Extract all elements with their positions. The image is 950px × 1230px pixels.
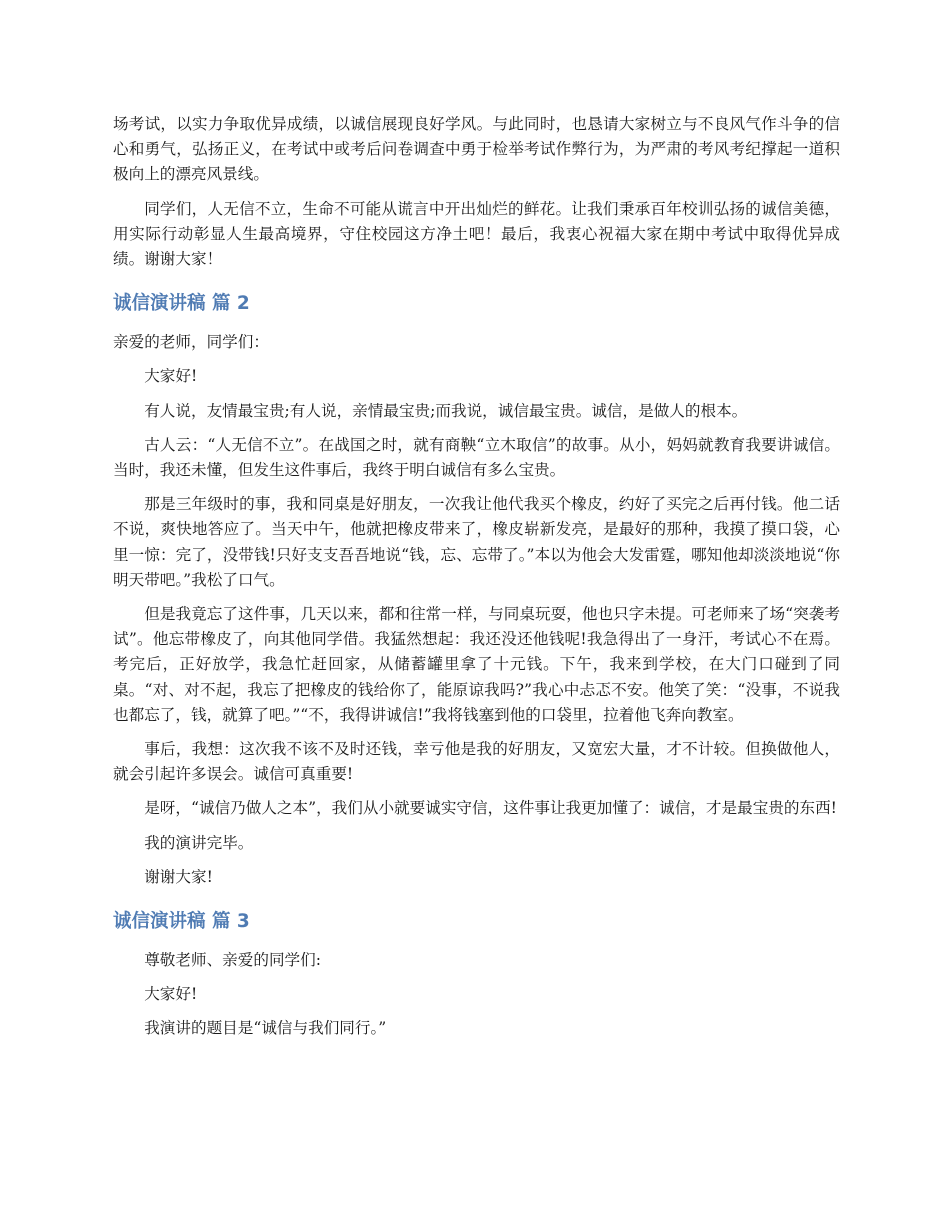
paragraph-conclusion: 是呀，“诚信乃做人之本”，我们从小就要诚实守信，这件事让我更加懂了：诚信，才是最宝贵的东西! [144, 799, 837, 818]
paragraph-exam-integrity-end: 场考试，以实力争取优异成绩，以诚信展现良好学风。与此同时，也恳请大家树立与不良风气作斗争的信心和勇气，弘扬正义，在考试中或考后问卷调查中勇于检举考试作弊行为，为严肃的考风考纪撑起一道积极向上的漂亮风景线。 [113, 115, 840, 184]
paragraph-greeting-part-3: 大家好! [144, 985, 198, 1004]
document-page [113, 112, 840, 1051]
paragraph-speech-title: 我演讲的题目是“诚信与我们同行。” [144, 1019, 387, 1038]
paragraph-speech-complete: 我的演讲完毕。 [144, 833, 254, 852]
paragraph-reflection: 事后，我想：这次我不该不及时还钱，幸亏他是我的好朋友，又宽宏大量，才不计较。但换做他人，就会引起许多误会。诚信可真重要! [113, 740, 840, 784]
paragraph-greeting: 大家好! [144, 367, 198, 386]
section-heading-part-3: 诚信演讲稿 篇 3 [113, 911, 250, 933]
paragraph-forgot-to-pay: 但是我竟忘了这件事，几天以来，都和往常一样，与同桌玩耍，他也只字未提。可老师来了场“突袭考试”。他忘带橡皮了，向其他同学借。我猛然想起：我还没还他钱呢!我急得出了一身汗，考试心不在焉。考完后，正好放学，我急忙赶回家，从储蓄罐里拿了十元钱。下午，我来到学校，在大门口碰到了同桌。“对、对不起，我忘了把橡皮的钱给你了，能原谅我吗?”我心中忐忑不安。他笑了笑：“没事，不说我也都忘了，钱，就算了吧。”“不，我得讲诚信!”我将钱塞到他的口袋里，拉着他飞奔向教室。 [113, 605, 840, 724]
section-heading-part-2: 诚信演讲稿 篇 2 [113, 293, 250, 315]
paragraph-eraser-story: 那是三年级时的事，我和同桌是好朋友，一次我让他代我买个橡皮，约好了买完之后再付钱。他二话不说，爽快地答应了。当天中午，他就把橡皮带来了，橡皮崭新发亮，是最好的那种，我摸了摸口袋，心里一惊：完了，没带钱!只好支支吾吾地说“钱，忘、忘带了。”本以为他会大发雷霆，哪知他却淡淡地说“你明天带吧。”我松了口气。 [113, 495, 840, 589]
paragraph-closing-wishes: 同学们，人无信不立，生命不可能从谎言中开出灿烂的鲜花。让我们秉承百年校训弘扬的诚信美德，用实际行动彰显人生最高境界，守住校园这方净土吧！最后，我衷心祝福大家在期中考试中取得优异成绩。谢谢大家！ [113, 199, 840, 269]
paragraph-thanks: 谢谢大家! [144, 867, 213, 886]
paragraph-salutation-part-3: 尊敬老师、亲爱的同学们: [144, 951, 321, 970]
paragraph-integrity-most-precious: 有人说，友情最宝贵;有人说，亲情最宝贵;而我说，诚信最宝贵。诚信，是做人的根本。 [144, 401, 748, 420]
paragraph-salutation: 亲爱的老师，同学们： [113, 333, 269, 352]
paragraph-ancient-saying: 古人云：“人无信不立”。在战国之时，就有商鞅“立木取信”的故事。从小，妈妈就教育我要讲诚信。当时，我还未懂，但发生这件事后，我终于明白诚信有多么宝贵。 [113, 435, 840, 480]
